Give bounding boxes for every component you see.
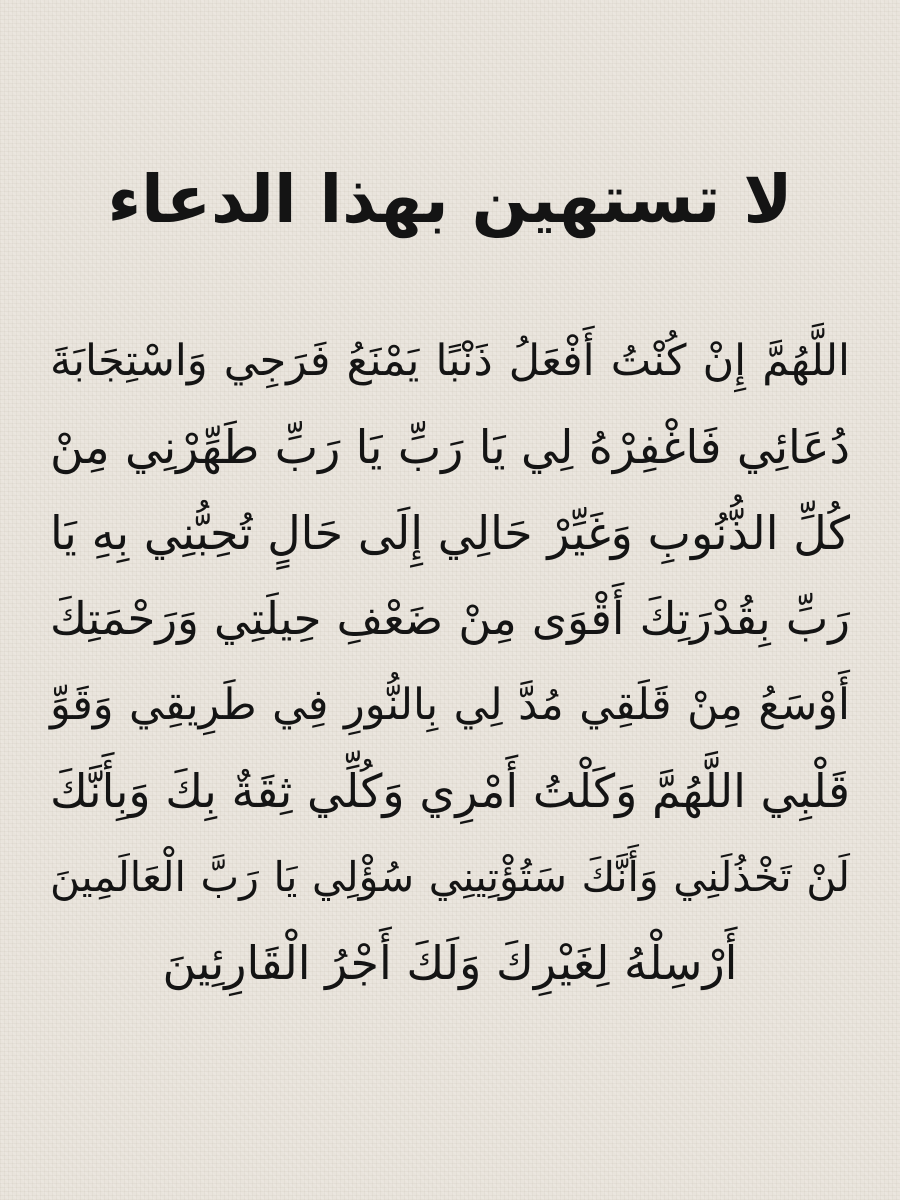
- prayer-line: دُعَائِي فَاغْفِرْهُ لِي يَا رَبِّ يَا رَبِّ طَهِّرْنِي مِنْ: [50, 420, 850, 474]
- prayer-line: اللَّهُمَّ إِنْ كُنْتُ أَفْعَلُ ذَنْبًا يَمْنَعُ فَرَجِي وَاسْتِجَابَةَ: [50, 336, 850, 386]
- prayer-text: [50, 318, 850, 1006]
- prayer-line: رَبِّ بِقُدْرَتِكَ أَقْوَى مِنْ ضَعْفِ حِيلَتِي وَرَحْمَتِكَ: [50, 592, 850, 645]
- prayer-line: أَوْسَعُ مِنْ قَلَقِي مُدَّ لِي بِالنُّورِ فِي طَرِيقِي وَقَوِّ: [50, 680, 850, 730]
- prayer-line: قَلْبِي اللَّهُمَّ وَكَلْتُ أَمْرِي وَكُلِّي ثِقَةٌ بِكَ وَبِأَنَّكَ: [50, 764, 850, 818]
- prayer-line: لَنْ تَخْذُلَنِي وَأَنَّكَ سَتُؤْتِينِي سُؤْلِي يَا رَبَّ الْعَالَمِينَ: [50, 853, 850, 901]
- page-title: لا تستهين بهذا الدعاء: [107, 161, 793, 238]
- prayer-line: أَرْسِلْهُ لِغَيْرِكَ وَلَكَ أَجْرُ الْقَارِئِينَ: [162, 936, 738, 990]
- prayer-line: كُلِّ الذُّنُوبِ وَغَيِّرْ حَالِي إِلَى حَالٍ تُحِبُّنِي بِهِ يَا: [50, 506, 850, 560]
